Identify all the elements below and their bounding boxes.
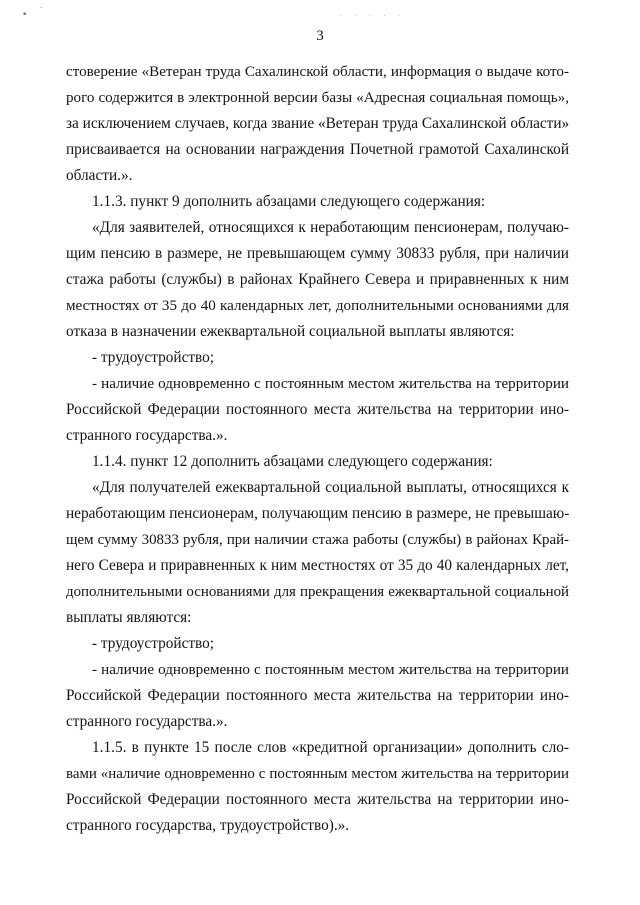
text-line: странного государства.». (66, 713, 228, 730)
text-line: - наличие одновременно с постоянным местом жительства на территории (92, 376, 569, 392)
text-line: странного государства.». (66, 427, 228, 444)
scan-speck: · (40, 4, 43, 12)
text-line: 1.1.4. пункт 12 дополнить абзацами следующего содержания: (92, 453, 493, 470)
text-line: Российской Федерации постоянного места жительства на территории ино- (66, 791, 569, 808)
text-line: - наличие одновременно с постоянным местом жительства на территории (92, 662, 569, 678)
text-line: него Севера и приравненных к ним местностях от 35 до 40 календарных лет, (66, 557, 569, 574)
text-line: вами «наличие одновременно с постоянным местом жительства на территории (66, 766, 569, 782)
text-line: 1.1.3. пункт 9 дополнить абзацами следующего содержания: (92, 193, 486, 210)
text-line: присваивается на основании награждения Почетной грамотой Сахалинской (66, 141, 569, 158)
scan-noise: · · · · · (340, 12, 406, 20)
text-line: - трудоустройство; (92, 349, 215, 366)
text-line: щем сумму 30833 рубля, при наличии стажа работы (службы) в районах Край- (66, 532, 569, 548)
text-line: стажа работы (службы) в районах Крайнего Севера и приравненных к ним (66, 271, 569, 288)
text-line: стоверение «Ветеран труда Сахалинской области, информация о выдаче кото- (66, 64, 569, 80)
scan-speck: • (22, 10, 28, 20)
text-line: местностях от 35 до 40 календарных лет, дополнительными основаниями для (66, 298, 569, 314)
text-line: неработающим пенсионерам, получающим пенсию в размере, не превышаю- (66, 505, 569, 522)
text-line: Российской Федерации постоянного места жительства на территории ино- (66, 401, 569, 418)
text-line: «Для получателей ежеквартальной социальной выплаты, относящихся к (92, 479, 569, 496)
text-line: щим пенсию в размере, не превышающем сумму 30833 рубля, при наличии (66, 245, 569, 262)
text-line: - трудоустройство; (92, 635, 215, 652)
text-line: рого содержится в электронной версии базы «Адресная социальная помощь», (66, 90, 569, 106)
text-line: странного государства, трудоустройство).». (66, 817, 350, 834)
text-line: дополнительными основаниями для прекращения ежеквартальной социальной (66, 584, 569, 600)
page-number: 3 (316, 28, 324, 44)
text-line: «Для заявителей, относящихся к неработающим пенсионерам, получаю- (92, 219, 569, 236)
text-line: Российской Федерации постоянного места жительства на территории ино- (66, 687, 569, 704)
text-line: 1.1.5. в пункте 15 после слов «кредитной организации» дополнить сло- (92, 739, 569, 756)
text-line: отказа в назначении ежеквартальной социальной выплаты являются: (66, 323, 515, 340)
text-line: выплаты являются: (66, 609, 192, 626)
text-line: за исключением случаев, когда звание «Ветеран труда Сахалинской области» (66, 115, 569, 132)
text-line: области.». (66, 167, 133, 184)
